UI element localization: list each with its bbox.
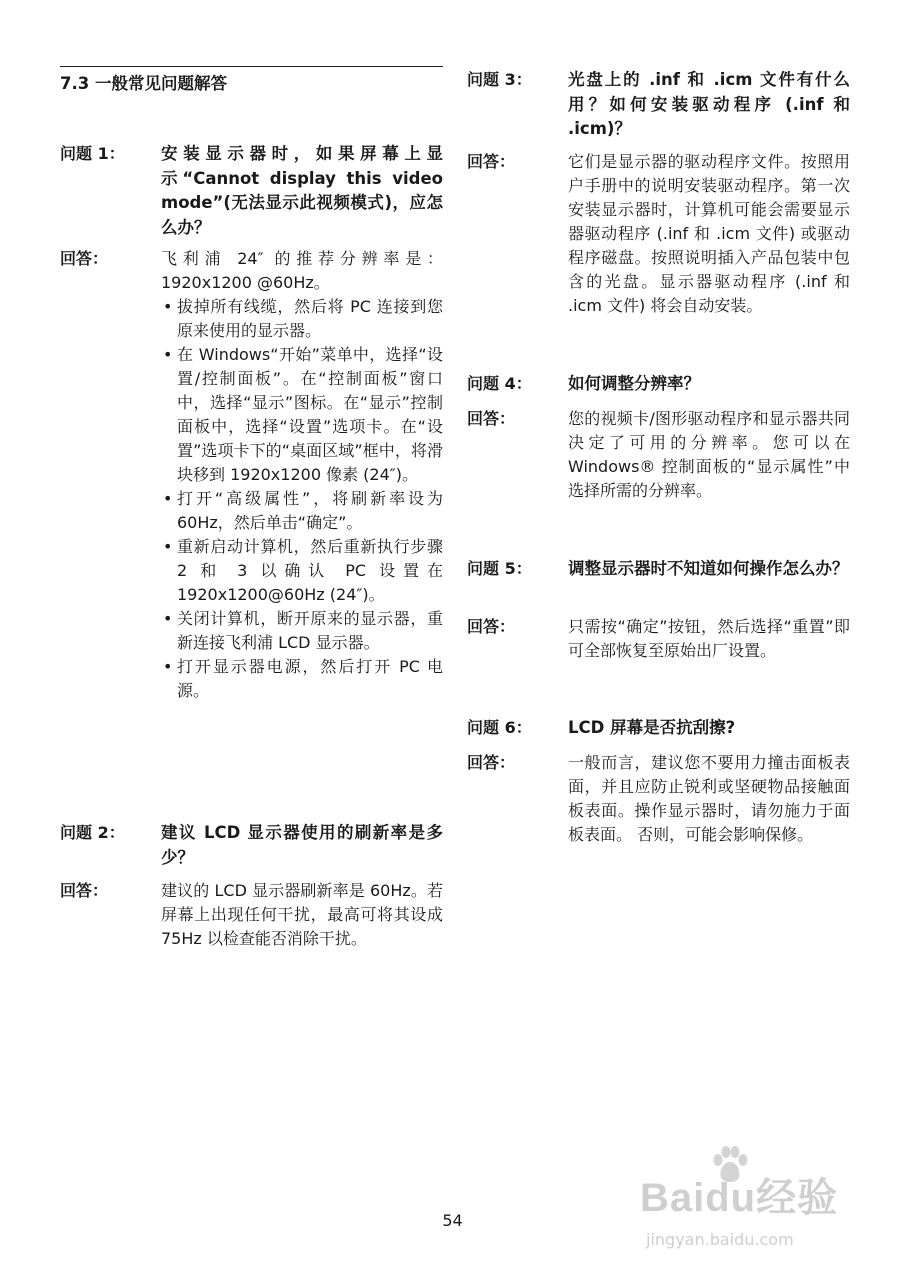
question-label: 问题 2：: [60, 823, 125, 842]
question-4: [467, 372, 850, 397]
question-text: LCD 屏幕是否抗刮擦?: [568, 718, 736, 737]
list-item: • 拔掉所有线缆，然后将 PC 连接到您原来使用的显示器。: [161, 295, 443, 343]
answer-body: [161, 247, 443, 703]
answer-5: [467, 615, 850, 663]
answer-label: 回答：: [467, 409, 516, 428]
answer-label: 回答：: [467, 753, 516, 772]
question-text: 如何调整分辨率？: [568, 374, 700, 393]
answer-4: [467, 407, 850, 503]
answer-body: 建议的 LCD 显示器刷新率是 60Hz。若屏幕上出现任何干扰，最高可将其设成 75Hz 以检查能否消除干扰。: [161, 881, 443, 948]
question-label: 问题 1：: [60, 144, 125, 163]
answer-label: 回答：: [60, 249, 109, 268]
question-1: [60, 142, 443, 240]
answer-label: 回答：: [467, 152, 516, 171]
list-item: • 打开“高级属性”，将刷新率设为 60Hz，然后单击“确定”。: [161, 487, 443, 535]
question-5: [467, 557, 850, 582]
list-item: • 关闭计算机，断开原来的显示器，重新连接飞利浦 LCD 显示器。: [161, 607, 443, 655]
answer-body: 它们是显示器的驱动程序文件。按照用户手册中的说明安装驱动程序。第一次安装显示器时，计算机可能会需要显示器驱动程序 (.inf 和 .icm 文件) 或驱动程序磁盘。按照说明插入产品包装中包含的光盘。显示器驱动程序 (.inf 和 .icm 文件) 将会自动安装。: [568, 152, 850, 315]
list-item: • 打开显示器电源，然后打开 PC 电源。: [161, 655, 443, 703]
answer-body: 只需按“确定”按钮，然后选择“重置”即可全部恢复至原始出厂设置。: [568, 617, 850, 660]
watermark-logo-text: Baidu经验: [640, 1176, 839, 1220]
answer-2: [60, 879, 443, 951]
question-label: 问题 5：: [467, 559, 532, 578]
answer-body: 您的视频卡/图形驱动程序和显示器共同决定了可用的分辨率。您可以在 Windows® 控制面板的“显示属性”中选择所需的分辨率。: [568, 409, 850, 500]
answer-body: 一般而言，建议您不要用力撞击面板表面，并且应防止锐利或坚硬物品接触面板表面。操作显示器时，请勿施力于面板表面。 否则，可能会影响保修。: [568, 753, 850, 844]
watermark: [640, 1140, 880, 1270]
watermark-url: jingyan.baidu.com: [646, 1230, 794, 1249]
question-label: 问题 3：: [467, 70, 532, 89]
question-text: 建议 LCD 显示器使用的刷新率是多少？: [161, 823, 443, 867]
question-3: [467, 68, 850, 142]
answer-intro: 飞利浦 24″ 的推荐分辨率是：1920x1200 @60Hz。: [161, 249, 443, 292]
answer-6: [467, 751, 850, 847]
step-list: [161, 295, 443, 703]
question-label: 问题 6：: [467, 718, 532, 737]
list-item: • 重新启动计算机，然后重新执行步骤 2 和 3 以确认 PC 设置在 1920x1200@60Hz (24″)。: [161, 535, 443, 607]
page-number: 54: [442, 1211, 463, 1230]
question-text: 安装显示器时，如果屏幕上显示“Cannot display this video mode”(无法显示此视频模式)，应怎么办？: [161, 144, 443, 237]
question-6: [467, 716, 850, 741]
answer-3: [467, 150, 850, 318]
answer-label: 回答：: [467, 617, 516, 636]
question-label: 问题 4：: [467, 374, 532, 393]
question-text: 光盘上的 .inf 和 .icm 文件有什么用？如何安装驱动程序 (.inf 和 .icm)？: [568, 70, 850, 138]
answer-1: [60, 247, 443, 703]
list-item: • 在 Windows“开始”菜单中，选择“设置/控制面板”。在“控制面板”窗口中，选择“显示”图标。在“显示”控制面板中，选择“设置”选项卡。在“设置”选项卡下的“桌面区域”框中，将滑块移到 1920x1200 像素 (24″)。: [161, 343, 443, 487]
question-text: 调整显示器时不知道如何操作怎么办？: [568, 559, 849, 578]
question-2: [60, 821, 443, 870]
section-title: 7.3 一般常见问题解答: [60, 66, 443, 96]
answer-label: 回答：: [60, 881, 109, 900]
